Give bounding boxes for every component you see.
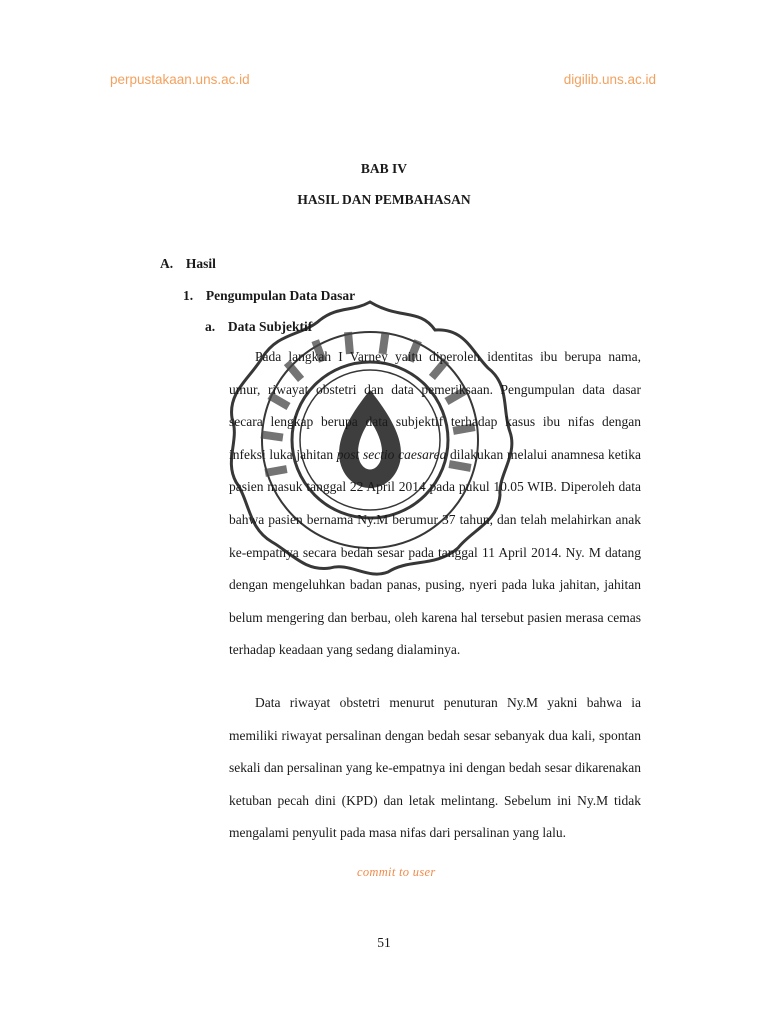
subsubsection-heading — [205, 319, 312, 335]
header-site-left: perpustakaan.uns.ac.id — [110, 72, 250, 87]
header-site-right: digilib.uns.ac.id — [563, 72, 656, 87]
paragraph-2-text: Data riwayat obstetri menurut penuturan Ny.M yakni bahwa ia memiliki riwayat persalinan dengan bedah sesar sebanyak dua kali, spontan sekali dan persalinan yang ke-empatnya ini dengan bedah sesar dikarenakan ketuban pecah dini (KPD) dan letak melintang. Sebelum ini Ny.M tidak mengalami penyulit pada masa nifas dari persalinan yang lalu. — [229, 695, 641, 841]
subsubsection-label: Data Subjektif — [227, 319, 313, 334]
paragraph-1-text-a: Pada langkah I Varney yaitu diperoleh identitas ibu berupa nama, umur, riwayat obstetri dan data pemeriksaan. Pengumpulan data dasar secara lengkap berupa data subjektif terhadap kasus ibu nifas dengan infeksi luka jahitan — [229, 349, 641, 462]
subsection-heading — [183, 288, 355, 304]
section-label: Hasil — [185, 256, 216, 271]
paragraph-2 — [229, 687, 641, 850]
subsection-label: Pengumpulan Data Dasar — [205, 288, 356, 303]
page-number: 51 — [377, 935, 391, 950]
commit-to-user-mark: commit to user — [357, 865, 436, 879]
chapter-number: BAB IV — [360, 161, 408, 176]
paragraph-1 — [229, 341, 641, 667]
subsubsection-marker: a. — [205, 319, 216, 334]
section-marker: A. — [160, 256, 174, 271]
section-heading — [160, 256, 216, 272]
paragraph-1-text-b: dilakukan melalui anamnesa ketika pasien masuk tanggal 22 April 2014 pada pukul 10.05 WIB. Diperoleh data bahwa pasien bernama Ny.M berumur 37 tahun, dan telah melahirkan anak ke-empatnya secara bedah sesar pada tanggal 11 April 2014. Ny. M datang dengan mengeluhkan badan panas, pusing, nyeri pada luka jahitan, jahitan belum mengering dan berbau, oleh karena hal tersebut pasien merasa cemas terhadap keadaan yang sedang dialaminya. — [229, 446, 641, 658]
chapter-title: HASIL DAN PEMBAHASAN — [297, 192, 471, 207]
paragraph-1-italic: post sectio caesarea — [336, 446, 447, 462]
subsection-marker: 1. — [183, 288, 194, 303]
